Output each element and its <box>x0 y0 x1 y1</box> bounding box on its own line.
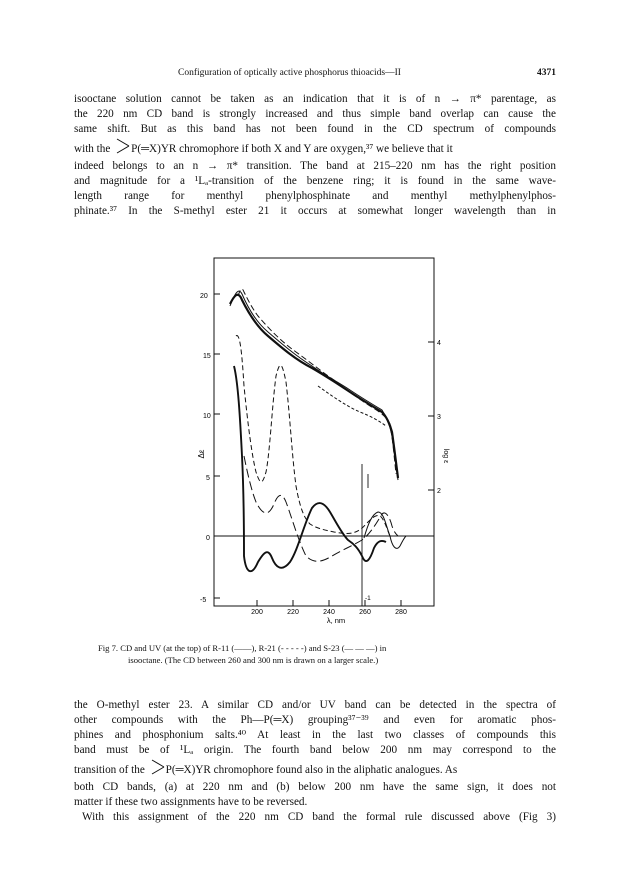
right-ticks <box>428 342 434 490</box>
uv-curve-s23 <box>230 291 398 480</box>
y-tick-label: 10 <box>203 413 211 420</box>
uv-curve-r21 <box>238 289 396 474</box>
marker-label: -1 <box>365 595 371 602</box>
left-ticks <box>214 294 220 598</box>
text-line: band must be of ¹Lₐ origin. The fourth band below 200 nm may correspond to the <box>74 744 556 756</box>
text-line: and magnitude for a ¹Lₐ-transition of the benzene ring; it is found in the same wave- <box>74 175 556 187</box>
left-axis-label: Δε <box>197 449 206 459</box>
x-tick-label: 260 <box>359 609 371 616</box>
cd-curve-r11 <box>234 366 386 571</box>
right-tick-label: 4 <box>437 340 441 347</box>
text-line: same shift. But as this band has not been found in the CD spectrum of compounds <box>74 123 556 135</box>
right-tick-label: 3 <box>437 414 441 421</box>
text-fragment: transition of the <box>74 764 145 776</box>
text-line: phines and phosphonium salts.⁴⁰ At least in the last two classes of compounds this <box>74 729 556 741</box>
text-fragment: P(═X)YR chromophore if both X and Y are oxygen,³⁷ we believe that it <box>131 143 453 155</box>
y-tick-label: 20 <box>200 293 208 300</box>
x-tick-label: 240 <box>323 609 335 616</box>
cd-uv-plot <box>186 256 449 625</box>
text-line <box>74 758 556 780</box>
text-line: indeed belongs to an n → π* transition. The band at 215–220 nm has the right position <box>74 160 556 172</box>
cd-inset-curve <box>364 512 406 548</box>
running-title: Configuration of optically active phosphorus thioacids—II <box>178 68 401 78</box>
text-fragment: with the <box>74 143 111 155</box>
figure-caption <box>98 642 528 666</box>
text-line: With this assignment of the 220 nm CD band the formal rule discussed above (Fig 3) <box>82 811 556 823</box>
right-tick-label: 2 <box>437 488 441 495</box>
chemical-bond-symbol <box>150 758 166 776</box>
text-line: the 220 nm CD band is strongly increased and thus simple band overlap can cause the <box>74 108 556 120</box>
running-head <box>74 68 556 82</box>
spectrum-figure <box>186 256 449 625</box>
y-tick-label: 5 <box>206 475 210 482</box>
x-tick-label: 200 <box>251 609 263 616</box>
y-tick-label: 15 <box>203 353 211 360</box>
right-axis-label: log ε <box>442 448 449 464</box>
x-tick-label: 280 <box>395 609 407 616</box>
y-tick-label: 0 <box>206 535 210 542</box>
text-line: length range for menthyl phenylphosphinate and menthyl methylphenylphos- <box>74 190 556 202</box>
text-line <box>74 137 556 159</box>
paragraph-bottom <box>74 698 556 825</box>
page-number: 4371 <box>537 68 556 78</box>
text-line: both CD bands, (a) at 220 nm and (b) below 200 nm have the same sign, it does not <box>74 781 556 793</box>
uv-curve-r11 <box>230 295 398 478</box>
chemical-bond-symbol <box>115 137 131 155</box>
caption-line: Fig 7. CD and UV (at the top) of R-11 (——), R-21 (- - - - -) and S-23 (— — —) in <box>98 643 387 653</box>
bottom-ticks <box>257 600 401 606</box>
text-line: isooctane solution cannot be taken as an indication that it is of n → π* parentage, as <box>74 93 556 105</box>
text-fragment: P(═X)YR chromophore found also in the aliphatic analogues. As <box>165 764 458 776</box>
text-line: the O-methyl ester 23. A similar CD and/or UV band can be detected in the spectra of <box>74 699 556 711</box>
paragraph-top <box>74 92 556 219</box>
text-line: phinate.³⁷ In the S-methyl ester 21 it occurs at somewhat longer wavelength than in <box>74 205 556 217</box>
text-line: other compounds with the Ph—P(═X) grouping³⁷⁻³⁹ and even for aromatic phos- <box>74 714 556 726</box>
x-axis-label: λ, nm <box>326 616 346 625</box>
text-line: matter if these two assignments have to be reversed. <box>74 796 308 808</box>
y-tick-label: -5 <box>200 597 207 604</box>
x-tick-label: 220 <box>287 609 299 616</box>
caption-line: isooctane. (The CD between 260 and 300 nm is drawn on a larger scale.) <box>128 655 379 665</box>
